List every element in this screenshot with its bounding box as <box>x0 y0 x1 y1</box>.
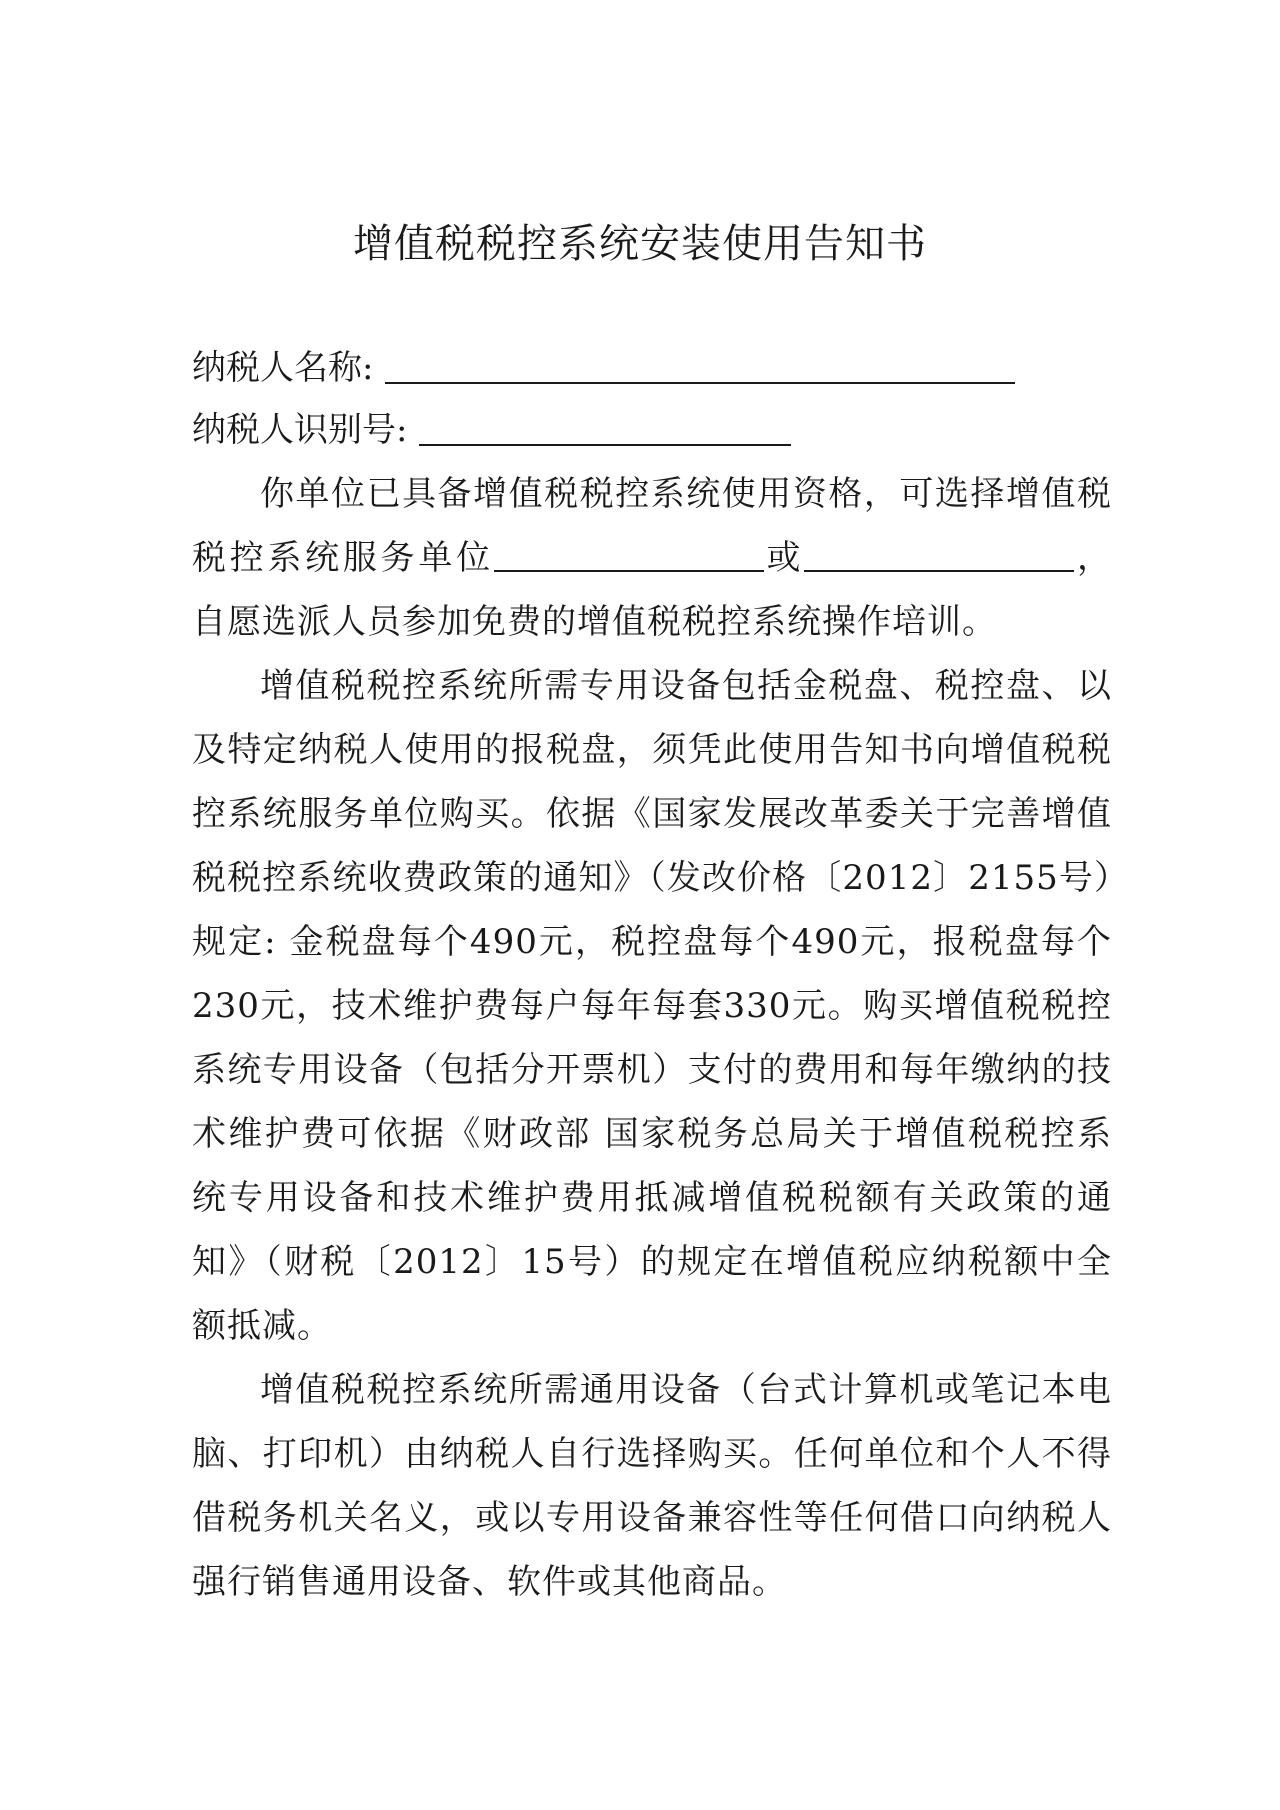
paragraph1-part1: 你单位已具备增值税税控系统使用资格，可选择增值税税控系统服务单位 <box>192 474 1112 578</box>
paragraph1-connector: 或 <box>763 538 805 578</box>
document-body <box>192 462 1112 1614</box>
taxpayer-name-field <box>192 338 1015 398</box>
paragraph-service-provider <box>192 462 1112 654</box>
service-provider-blank-2 <box>804 526 1074 572</box>
taxpayer-name-blank <box>385 338 1015 384</box>
paragraph-general-equipment: 增值税税控系统所需通用设备（台式计算机或笔记本电脑、打印机）由纳税人自行选择购买。任何单位和个人不得借税务机关名义，或以专用设备兼容性等任何借口向纳税人强行销售通用设备、软件或其他商品。 <box>192 1370 1112 1602</box>
taxpayer-id-label: 纳税人识别号: <box>192 410 408 450</box>
document-title: 增值税税控系统安装使用告知书 <box>353 221 927 267</box>
paragraph1-part2: ，自愿选派人员参加免费的增值税税控系统操作培训。 <box>192 538 1113 642</box>
taxpayer-id-blank <box>419 400 791 446</box>
taxpayer-name-label: 纳税人名称: <box>192 348 374 388</box>
service-provider-blank-1 <box>494 526 764 572</box>
paragraph-special-equipment: 增值税税控系统所需专用设备包括金税盘、税控盘、以及特定纳税人使用的报税盘，须凭此使用告知书向增值税税控系统服务单位购买。依据《国家发展改革委关于完善增值税税控系统收费政策的通知》（发改价格〔2012〕2155号）规定: 金税盘每个490元，税控盘每个490元，报税盘每个230元，技术维护费每户每年每套330元。购买增值税税控系统专用设备（包括分开票机）支付的费用和每年缴纳的技术维护费可依据《财政部 国家税务总局关于增值税税控系统专用设备和技术维护费用抵减增值税税额有关政策的通知》（财税〔2012〕15号）的规定在增值税应纳税额中全额抵减。 <box>192 666 1112 1346</box>
taxpayer-id-field <box>192 400 791 460</box>
